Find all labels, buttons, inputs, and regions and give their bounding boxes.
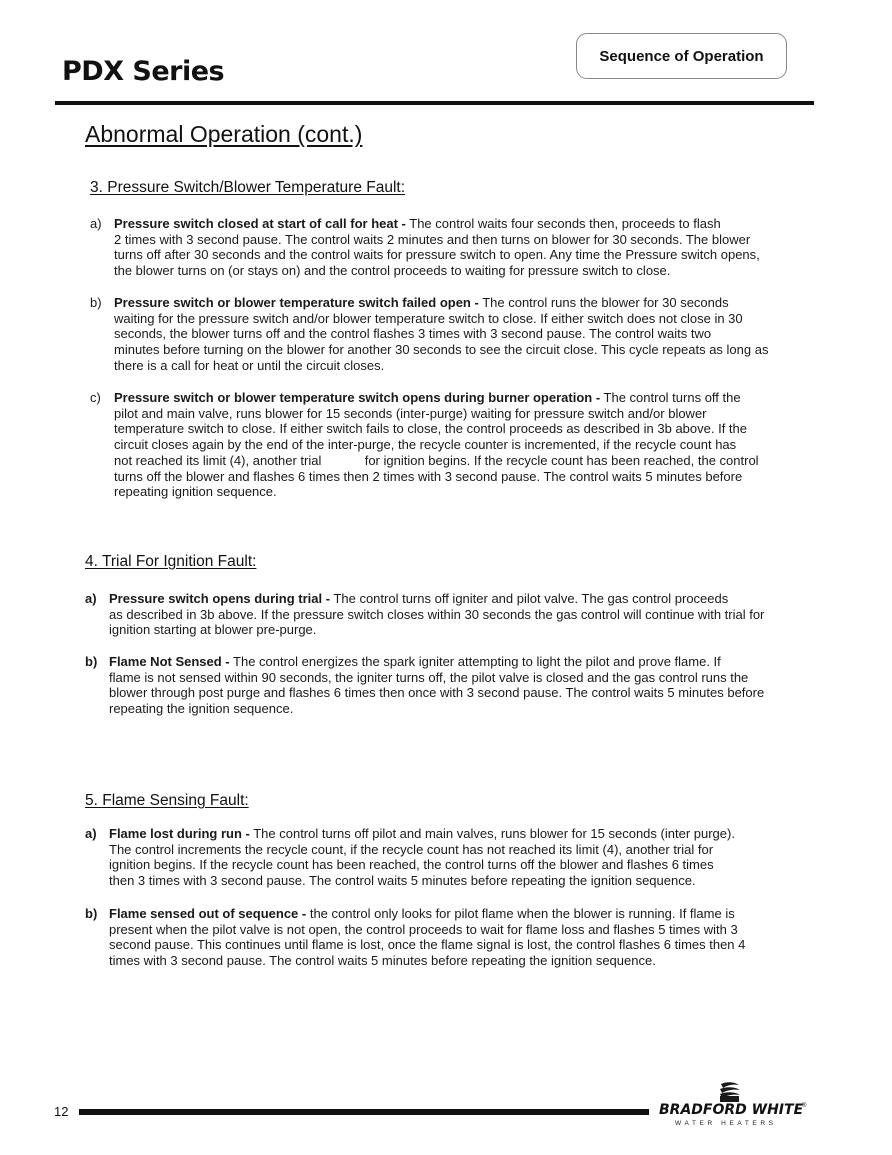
item-text-line: ignition begins. If the recycle count has been reached, the control turns off the blower and flashes 6 times (109, 857, 714, 873)
item-lead: Pressure switch or blower temperature switch failed open - (114, 295, 479, 310)
item-text-line: The control runs the blower for 30 seconds (478, 295, 729, 310)
item-marker: c) (90, 390, 101, 405)
registered-mark: ® (802, 1103, 807, 1109)
item-lead: Flame lost during run - (109, 826, 250, 841)
item-text-line: pilot and main valve, runs blower for 15 seconds (inter-purge) waiting for pressure switch and/or blower (114, 405, 707, 421)
item-text-line: times with 3 second pause. The control waits 5 minutes before repeating the ignition sequence. (109, 953, 656, 969)
item-text-line: flame is not sensed within 90 seconds, the igniter turns off, the pilot valve is closed and the gas control runs the (109, 669, 749, 685)
section-title-4: 4. Trial For Ignition Fault: (85, 553, 257, 570)
item-lead: Flame Not Sensed - (109, 654, 230, 669)
item-text-line: turns off the blower and flashes 6 times then 2 times with 3 second pause. The control waits 5 minutes before (114, 468, 743, 484)
item-text-line: as described in 3b above. If the pressure switch closes within 30 seconds the gas control will continue with trial for (109, 606, 765, 622)
item-marker: a) (90, 216, 102, 231)
header-rule (55, 101, 814, 105)
list-item-5b (85, 906, 746, 969)
section-badge-label: Sequence of Operation (599, 47, 764, 65)
section-badge (576, 33, 787, 79)
brand-logo (657, 1080, 817, 1128)
item-marker: b) (85, 654, 98, 669)
item-marker: a) (85, 591, 97, 606)
item-text-line: The control turns off igniter and pilot valve. The gas control proceeds (330, 591, 729, 606)
item-text-line: present when the pilot valve is not open, the control proceeds to wait for flame loss and flashes 5 times with 3 (109, 921, 738, 937)
item-text-line: repeating ignition sequence. (114, 484, 277, 500)
list-item-3c (90, 390, 759, 500)
item-marker: b) (85, 906, 98, 921)
list-item-4b (85, 654, 765, 717)
item-text-line: the control only looks for pilot flame when the blower is running. If flame is (306, 906, 735, 921)
list-item-5a (85, 826, 735, 889)
item-text-line: then 3 times with 3 second pause. The control waits 5 minutes before repeating the ignition sequence. (109, 873, 696, 889)
item-text-line: The control turns off pilot and main valves, runs blower for 15 seconds (inter purge). (249, 826, 735, 841)
item-text-line: temperature switch to close. If either switch fails to close, the control proceeds as described in 3b above. If the (114, 421, 747, 437)
item-text-line: not reached its limit (4), another trial for ignition begins. If the recycle count has been reached, the control (114, 452, 759, 468)
item-text-line: waiting for the pressure switch and/or blower temperature switch to close. If either switch does not close in 30 (114, 310, 743, 326)
item-text-line: seconds, the blower turns off and the control flashes 3 times with 3 second pause. The control waits two (114, 326, 712, 342)
item-text-line: ignition starting at blower pre-purge. (109, 622, 317, 638)
item-text-line: second pause. This continues until flame is lost, once the flame signal is lost, the control flashes 6 times then 4 (109, 937, 746, 953)
item-text-line: there is a call for heat or until the circuit closes. (114, 357, 385, 373)
page-heading: Abnormal Operation (cont.) (85, 121, 363, 147)
item-text-line: The control increments the recycle count, if the recycle count has not reached its limit (4), another trial for (109, 841, 714, 857)
item-text-line: 2 times with 3 second pause. The control waits 2 minutes and then turns on blower for 30 seconds. The blower (114, 231, 751, 247)
item-text-line: The control turns off the (600, 390, 741, 405)
item-marker: b) (90, 295, 102, 310)
item-text-line: turns off after 30 seconds and the control waits for pressure switch to open. Any time the Pressure switch opens, (114, 247, 760, 263)
item-text-line: blower through post purge and flashes 6 times then once with 3 second pause. The control waits 5 minutes before (109, 685, 765, 701)
brand-name-text: BRADFORD WHITE (659, 1102, 804, 1118)
item-text-line: The control energizes the spark igniter attempting to light the pilot and prove flame. If (229, 654, 721, 669)
section-title-5: 5. Flame Sensing Fault: (85, 792, 249, 809)
page-number: 12 (54, 1104, 69, 1119)
item-lead: Flame sensed out of sequence - (109, 906, 307, 921)
item-text-line: the blower turns on (or stays on) and the control proceeds to waiting for pressure switch to close. (114, 263, 671, 279)
item-text-line: minutes before turning on the blower for another 30 seconds to see the circuit close. This cycle repeats as long as (114, 342, 769, 358)
item-lead: Pressure switch closed at start of call for heat - (114, 216, 406, 231)
footer-rule (79, 1109, 649, 1115)
item-lead: Pressure switch opens during trial - (109, 591, 331, 606)
list-item-4a (85, 591, 765, 638)
list-item-3a (90, 216, 760, 279)
list-item-3b (90, 295, 769, 374)
brand-tagline-text: WATER HEATERS (675, 1120, 777, 1127)
flame-icon (720, 1082, 740, 1102)
item-lead: Pressure switch or blower temperature switch opens during burner operation - (114, 390, 601, 405)
section-title-3: 3. Pressure Switch/Blower Temperature Fault: (90, 179, 406, 196)
item-text-line: circuit closes again by the end of the inter-purge, the recycle counter is incremented, if the recycle count has (114, 437, 737, 453)
item-text-line: repeating the ignition sequence. (109, 701, 294, 717)
series-title: PDX Series (62, 56, 225, 87)
item-text-line: The control waits four seconds then, proceeds to flash (405, 216, 721, 231)
item-marker: a) (85, 826, 97, 841)
brand-logo-mark (657, 1080, 817, 1128)
